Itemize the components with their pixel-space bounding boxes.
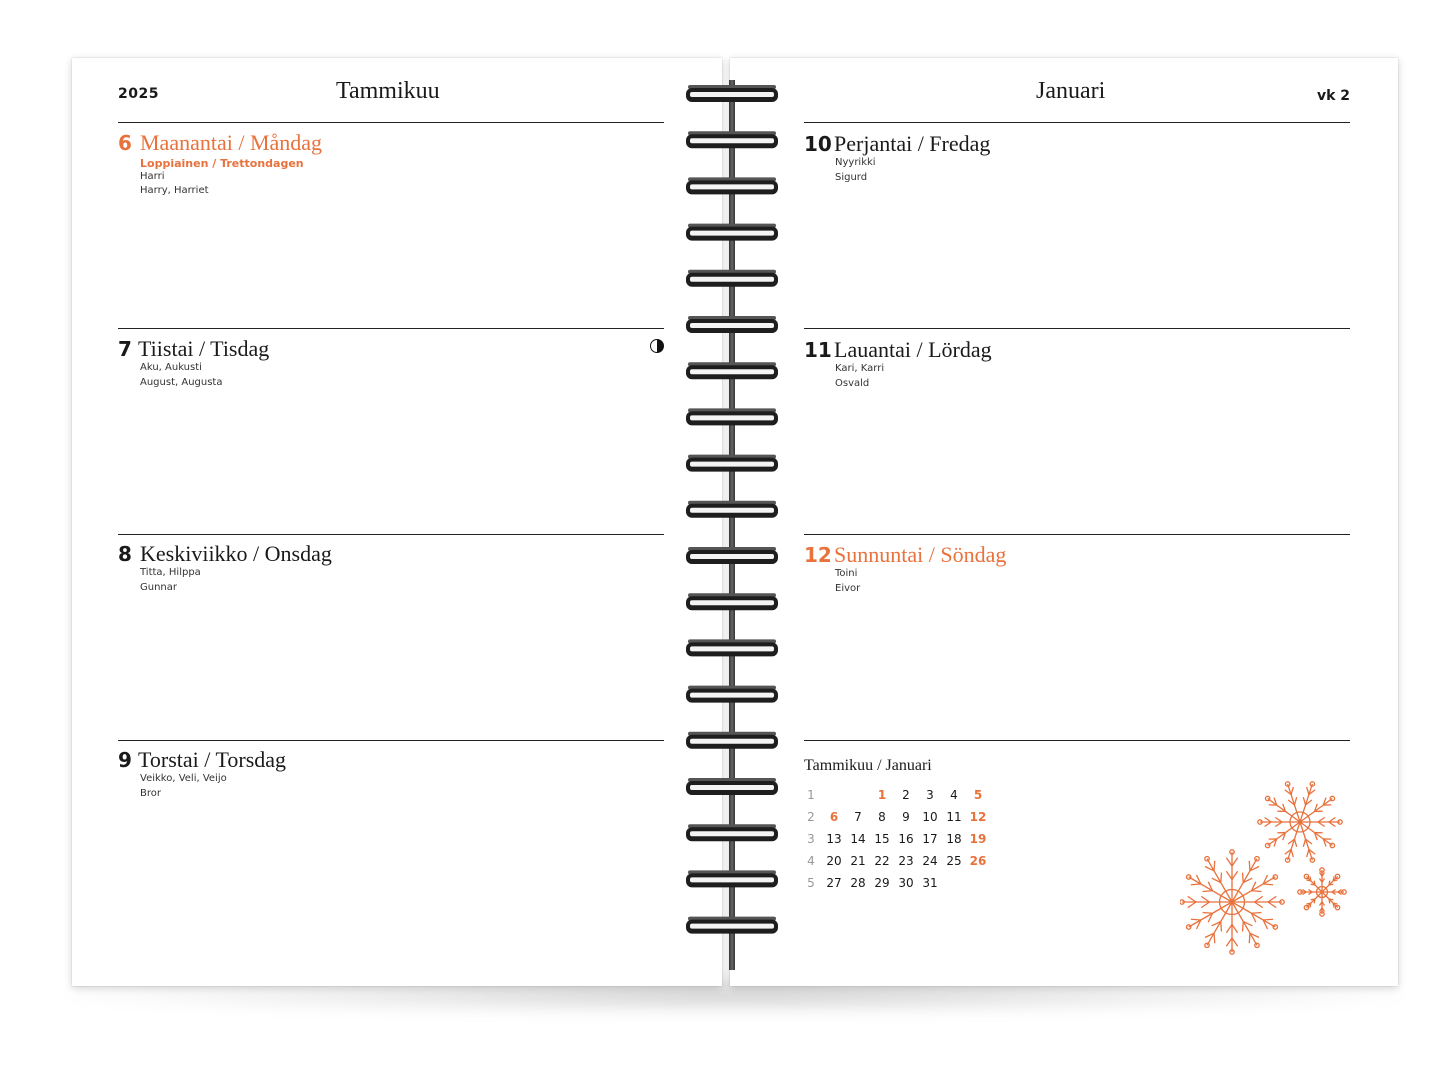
- divider: [118, 534, 664, 535]
- calendar-week-row: [800, 784, 990, 806]
- calendar-day[interactable]: 6: [829, 810, 839, 824]
- calendar-day[interactable]: 19: [969, 832, 987, 846]
- calendar-day[interactable]: 16: [898, 832, 914, 846]
- calendar-day[interactable]: 1: [877, 788, 887, 802]
- day-number: 11: [804, 338, 832, 362]
- spiral-ring: [686, 501, 778, 518]
- day-block-wednesday[interactable]: [118, 542, 664, 732]
- name-day-sv: Sigurd: [835, 172, 868, 183]
- divider: [804, 534, 1350, 535]
- name-day-sv: Eivor: [835, 583, 861, 594]
- spiral-ring: [686, 408, 778, 425]
- name-day-fi: Titta, Hilppa: [140, 567, 201, 578]
- calendar-day[interactable]: 15: [874, 832, 890, 846]
- name-day-fi: Toini: [835, 568, 858, 579]
- spiral-ring: [686, 686, 778, 703]
- divider: [804, 328, 1350, 329]
- day-number: 6: [118, 131, 132, 155]
- name-day-sv: Bror: [140, 788, 161, 799]
- calendar-day[interactable]: 24: [922, 854, 938, 868]
- calendar-day[interactable]: 31: [922, 876, 938, 890]
- week-number-cell: 3: [807, 832, 815, 846]
- snowflakes-icon: [1180, 770, 1360, 960]
- calendar-day: [822, 784, 846, 806]
- calendar-week-row: [800, 850, 990, 872]
- name-day-sv: Harry, Harriet: [140, 185, 209, 196]
- half-moon-icon: [650, 339, 664, 353]
- spiral-ring: [686, 455, 778, 472]
- calendar-week-row: [800, 806, 990, 828]
- spiral-ring: [686, 316, 778, 333]
- snowflake-large-bottom: [1180, 850, 1284, 954]
- name-day-fi: Aku, Aukusti: [140, 362, 202, 373]
- calendar-day[interactable]: 26: [969, 854, 987, 868]
- calendar-day[interactable]: 5: [973, 788, 983, 802]
- calendar-day[interactable]: 10: [922, 810, 938, 824]
- spiral-ring: [686, 870, 778, 887]
- divider: [804, 122, 1350, 123]
- calendar-day[interactable]: 18: [946, 832, 962, 846]
- calendar-day[interactable]: 9: [902, 810, 910, 824]
- day-name: Lauantai / Lördag: [834, 337, 992, 362]
- day-name: Keskiviikko / Onsdag: [140, 541, 332, 566]
- year-label: 2025: [118, 86, 159, 102]
- divider: [804, 740, 1350, 741]
- name-day-fi: Harri: [140, 171, 165, 182]
- week-number-cell: 1: [807, 788, 815, 802]
- calendar-day[interactable]: 14: [850, 832, 866, 846]
- spiral-ring: [686, 639, 778, 656]
- calendar-day[interactable]: 12: [969, 810, 987, 824]
- day-number: 7: [118, 337, 132, 361]
- holiday-label: Loppiainen / Trettondagen: [140, 157, 304, 170]
- calendar-week-row: [800, 828, 990, 850]
- day-number: 10: [804, 132, 832, 156]
- calendar-day: [942, 872, 966, 894]
- calendar-day[interactable]: 4: [950, 788, 958, 802]
- day-number: 8: [118, 542, 132, 566]
- snowflake-small: [1298, 868, 1346, 916]
- day-name: Torstai / Torsdag: [138, 747, 287, 772]
- week-number: vk 2: [1316, 88, 1350, 104]
- calendar-day[interactable]: 13: [826, 832, 842, 846]
- mini-calendar: [800, 784, 990, 894]
- spiral-ring: [686, 732, 778, 749]
- calendar-day[interactable]: 20: [826, 854, 842, 868]
- day-block-thursday[interactable]: [118, 748, 664, 938]
- right-month-title: Januari: [1036, 78, 1106, 104]
- day-name: Perjantai / Fredag: [834, 131, 991, 156]
- calendar-day[interactable]: 7: [854, 810, 862, 824]
- calendar-day[interactable]: 21: [850, 854, 866, 868]
- calendar-day[interactable]: 27: [826, 876, 842, 890]
- calendar-day[interactable]: 22: [874, 854, 890, 868]
- calendar-day[interactable]: 8: [878, 810, 886, 824]
- calendar-day[interactable]: 11: [946, 810, 962, 824]
- divider: [118, 328, 664, 329]
- spiral-ring: [686, 917, 778, 934]
- name-day-sv: August, Augusta: [140, 377, 223, 388]
- name-day-sv: Gunnar: [140, 582, 178, 593]
- snowflake-large-top: [1258, 782, 1342, 862]
- spiral-ring: [686, 593, 778, 610]
- week-number-cell: 2: [807, 810, 815, 824]
- calendar-day[interactable]: 30: [898, 876, 914, 890]
- calendar-day[interactable]: 28: [850, 876, 866, 890]
- day-block-saturday[interactable]: [804, 338, 1350, 528]
- name-day-fi: Veikko, Veli, Veijo: [140, 773, 227, 784]
- spiral-ring: [686, 131, 778, 148]
- name-day-sv: Osvald: [835, 378, 870, 389]
- calendar-day[interactable]: 23: [898, 854, 914, 868]
- week-number-cell: 4: [807, 854, 815, 868]
- spiral-ring: [686, 824, 778, 841]
- calendar-day[interactable]: 25: [946, 854, 962, 868]
- spiral-ring: [686, 177, 778, 194]
- divider: [118, 122, 664, 123]
- day-name: Tiistai / Tisdag: [138, 336, 270, 361]
- calendar-day: [966, 872, 990, 894]
- left-month-title: Tammikuu: [336, 78, 440, 104]
- day-name: Maanantai / Måndag: [140, 130, 323, 155]
- day-number: 12: [804, 543, 832, 567]
- divider: [118, 740, 664, 741]
- calendar-week-row: [800, 872, 990, 894]
- spiral-binding: [678, 70, 788, 970]
- day-name: Sunnuntai / Söndag: [834, 542, 1007, 567]
- spiral-ring: [686, 362, 778, 379]
- mini-calendar-title: Tammikuu / Januari: [804, 757, 932, 774]
- spiral-ring: [686, 778, 778, 795]
- day-number: 9: [118, 748, 132, 772]
- spiral-ring: [686, 85, 778, 102]
- calendar-day[interactable]: 2: [902, 788, 910, 802]
- day-block-tuesday[interactable]: [118, 337, 664, 527]
- name-day-fi: Kari, Karri: [835, 363, 885, 374]
- calendar-day[interactable]: 29: [874, 876, 890, 890]
- spiral-ring: [686, 224, 778, 241]
- spiral-ring: [686, 270, 778, 287]
- week-number-cell: 5: [807, 876, 815, 890]
- calendar-day: [846, 784, 870, 806]
- day-block-sunday[interactable]: [804, 543, 1350, 733]
- calendar-day[interactable]: 3: [926, 788, 934, 802]
- day-block-friday[interactable]: [804, 132, 1350, 322]
- calendar-day[interactable]: 17: [922, 832, 938, 846]
- day-block-monday[interactable]: [118, 131, 664, 321]
- spiral-ring: [686, 547, 778, 564]
- name-day-fi: Nyyrikki: [835, 157, 876, 168]
